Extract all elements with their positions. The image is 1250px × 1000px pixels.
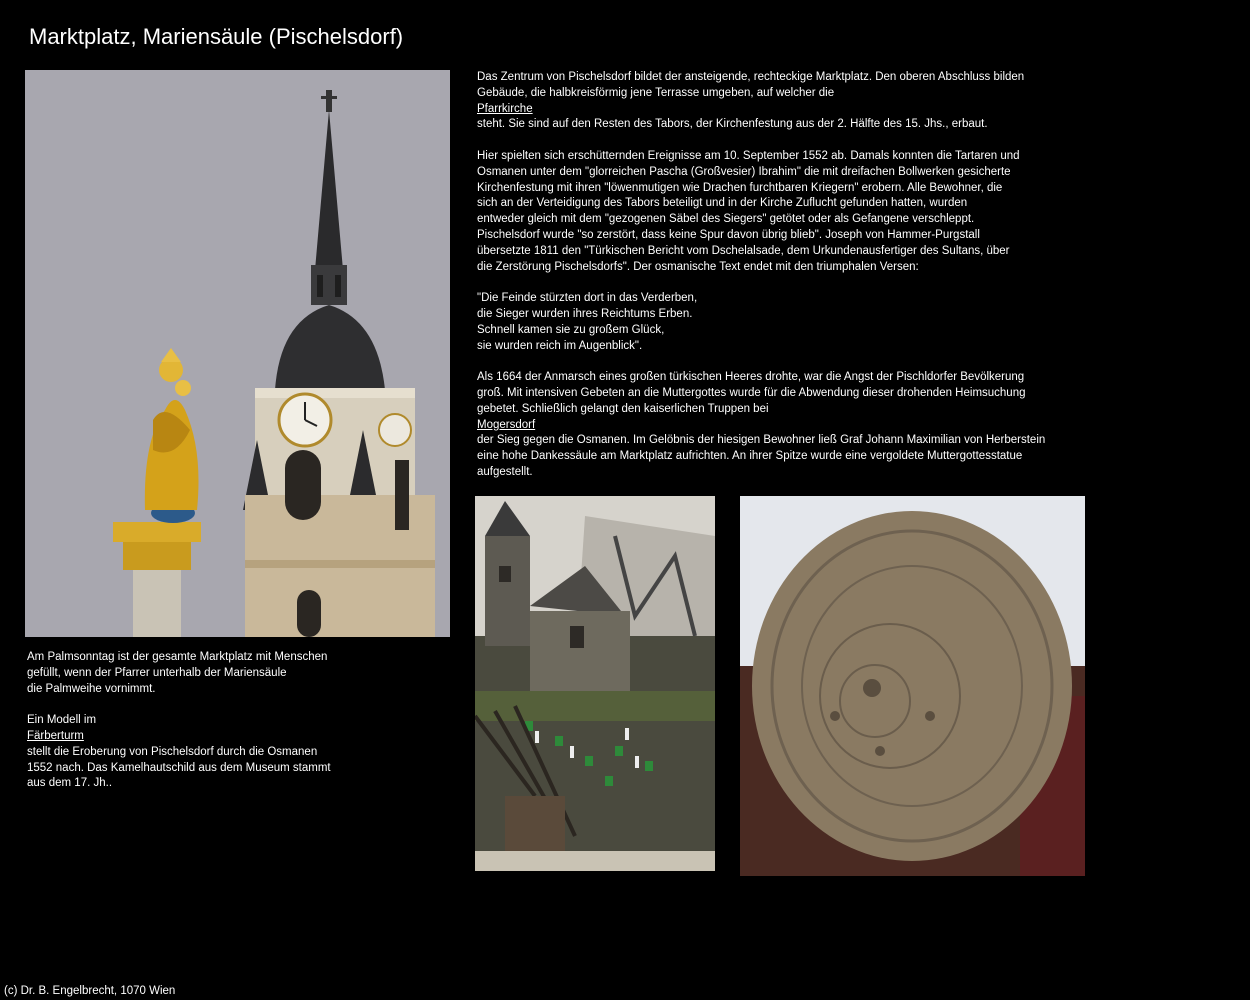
camel-hide-shield-photo	[740, 496, 1085, 876]
caption-line: Am Palmsonntag ist der gesamte Marktplatz mit Menschen	[27, 651, 328, 663]
text-line: der Sieg gegen die Osmanen. Im Gelöbnis der hiesigen Bewohner ließ Graf Johann Maximilian von Herberstein	[477, 434, 1046, 447]
text-line: Das Zentrum von Pischelsdorf bildet der ansteigende, rechteckige Marktplatz. Den oberen Abschluss bilden	[477, 71, 1025, 83]
caption-model	[27, 713, 427, 792]
text-line: übersetzte 1811 den "Türkischen Bericht vom Dschelalsade, dem Urkundenausfertiger des Sultans, über	[477, 244, 1010, 257]
caption-line: Ein Modell im	[27, 714, 97, 727]
verse-line: die Sieger wurden ihres Reichtums Erben.	[477, 307, 693, 320]
verse-line: sie wurden reich im Augenblick".	[477, 339, 643, 352]
text-line: sich an der Verteidigung des Tabors beteiligt und in der Kirche Zuflucht gefunden hatten, wurden	[477, 197, 968, 210]
pfarrkirche-link[interactable]: Pfarrkirche	[477, 102, 533, 115]
text-line: aufgestellt.	[477, 465, 533, 478]
paragraph-1664-column	[477, 370, 1097, 481]
text-line: Als 1664 der Anmarsch eines großen türkischen Heeres drohte, war die Angst der Pischldorfer Bevölkerung	[477, 371, 1025, 384]
text-line: gebetet. Schließlich gelangt den kaiserlichen Truppen bei	[477, 402, 769, 415]
text-line: Hier spielten sich erschütternden Ereignisse am 10. September 1552 ab. Damals konnten die Tartaren und	[477, 149, 1020, 162]
caption-line: gefüllt, wenn der Pfarrer unterhalb der Mariensäule	[27, 666, 287, 679]
paragraph-verses	[477, 291, 1097, 354]
caption-line: 1552 nach. Das Kamelhautschild aus dem Museum stammt	[27, 761, 331, 774]
text-line: Osmanen unter dem "glorreichen Pascha (Großvesier) Ibrahim" die mit dreifachen Bollwerken gesicherte	[477, 165, 1011, 178]
text-line: groß. Mit intensiven Gebeten an die Muttergottes wurde für die Abwendung dieser drohenden Heimsuchung	[477, 386, 1026, 399]
photo-caption	[27, 650, 427, 808]
text-line: die Zerstörung Pischelsdorfs". Der osmanische Text endet mit den triumphalen Versen:	[477, 260, 919, 273]
verse-line: "Die Feinde stürzten dort in das Verderben,	[477, 292, 698, 305]
church-tower-photo	[25, 70, 450, 637]
paragraph-history-1552	[477, 149, 1097, 275]
text-line: entweder gleich mit dem "gezogenen Säbel des Siegers" getötet oder als Gefangene verschleppt.	[477, 213, 975, 226]
paragraph-parish-church	[477, 70, 1097, 133]
copyright-footer: (c) Dr. B. Engelbrecht, 1070 Wien	[4, 985, 176, 997]
article-text	[477, 70, 1097, 497]
page-title: Marktplatz, Mariensäule (Pischelsdorf)	[29, 24, 404, 49]
caption-line: aus dem 17. Jh..	[27, 777, 113, 790]
faerberturm-link[interactable]: Färberturm	[27, 729, 84, 742]
mogersdorf-link[interactable]: Mogersdorf	[477, 418, 536, 431]
caption-line: stellt die Eroberung von Pischelsdorf durch die Osmanen	[27, 745, 318, 758]
text-line: Gebäude, die halbkreisförmig jene Terrasse umgeben, auf welcher die	[477, 86, 835, 99]
caption-line: die Palmweihe vornimmt.	[27, 682, 156, 695]
verse-line: Schnell kamen sie zu großem Glück,	[477, 323, 665, 336]
diorama-model-photo	[475, 496, 715, 871]
text-line: steht. Sie sind auf den Resten des Tabors, der Kirchenfestung aus der 2. Hälfte des 15. Jhs., erbaut.	[477, 118, 988, 131]
text-line: eine hohe Dankessäule am Marktplatz aufrichten. An ihrer Spitze wurde eine vergoldete Muttergottesstatue	[477, 450, 1023, 463]
caption-palm-sunday	[27, 650, 427, 697]
text-line: Pischelsdorf wurde "so zerstört, dass keine Spur davon übrig blieb". Joseph von Hammer-Purgstall	[477, 228, 980, 241]
text-line: Kirchenfestung mit ihren "löwenmutigen wie Drachen furchtbaren Kriegern" erobern. Alle Bewohner, die	[477, 181, 1003, 194]
